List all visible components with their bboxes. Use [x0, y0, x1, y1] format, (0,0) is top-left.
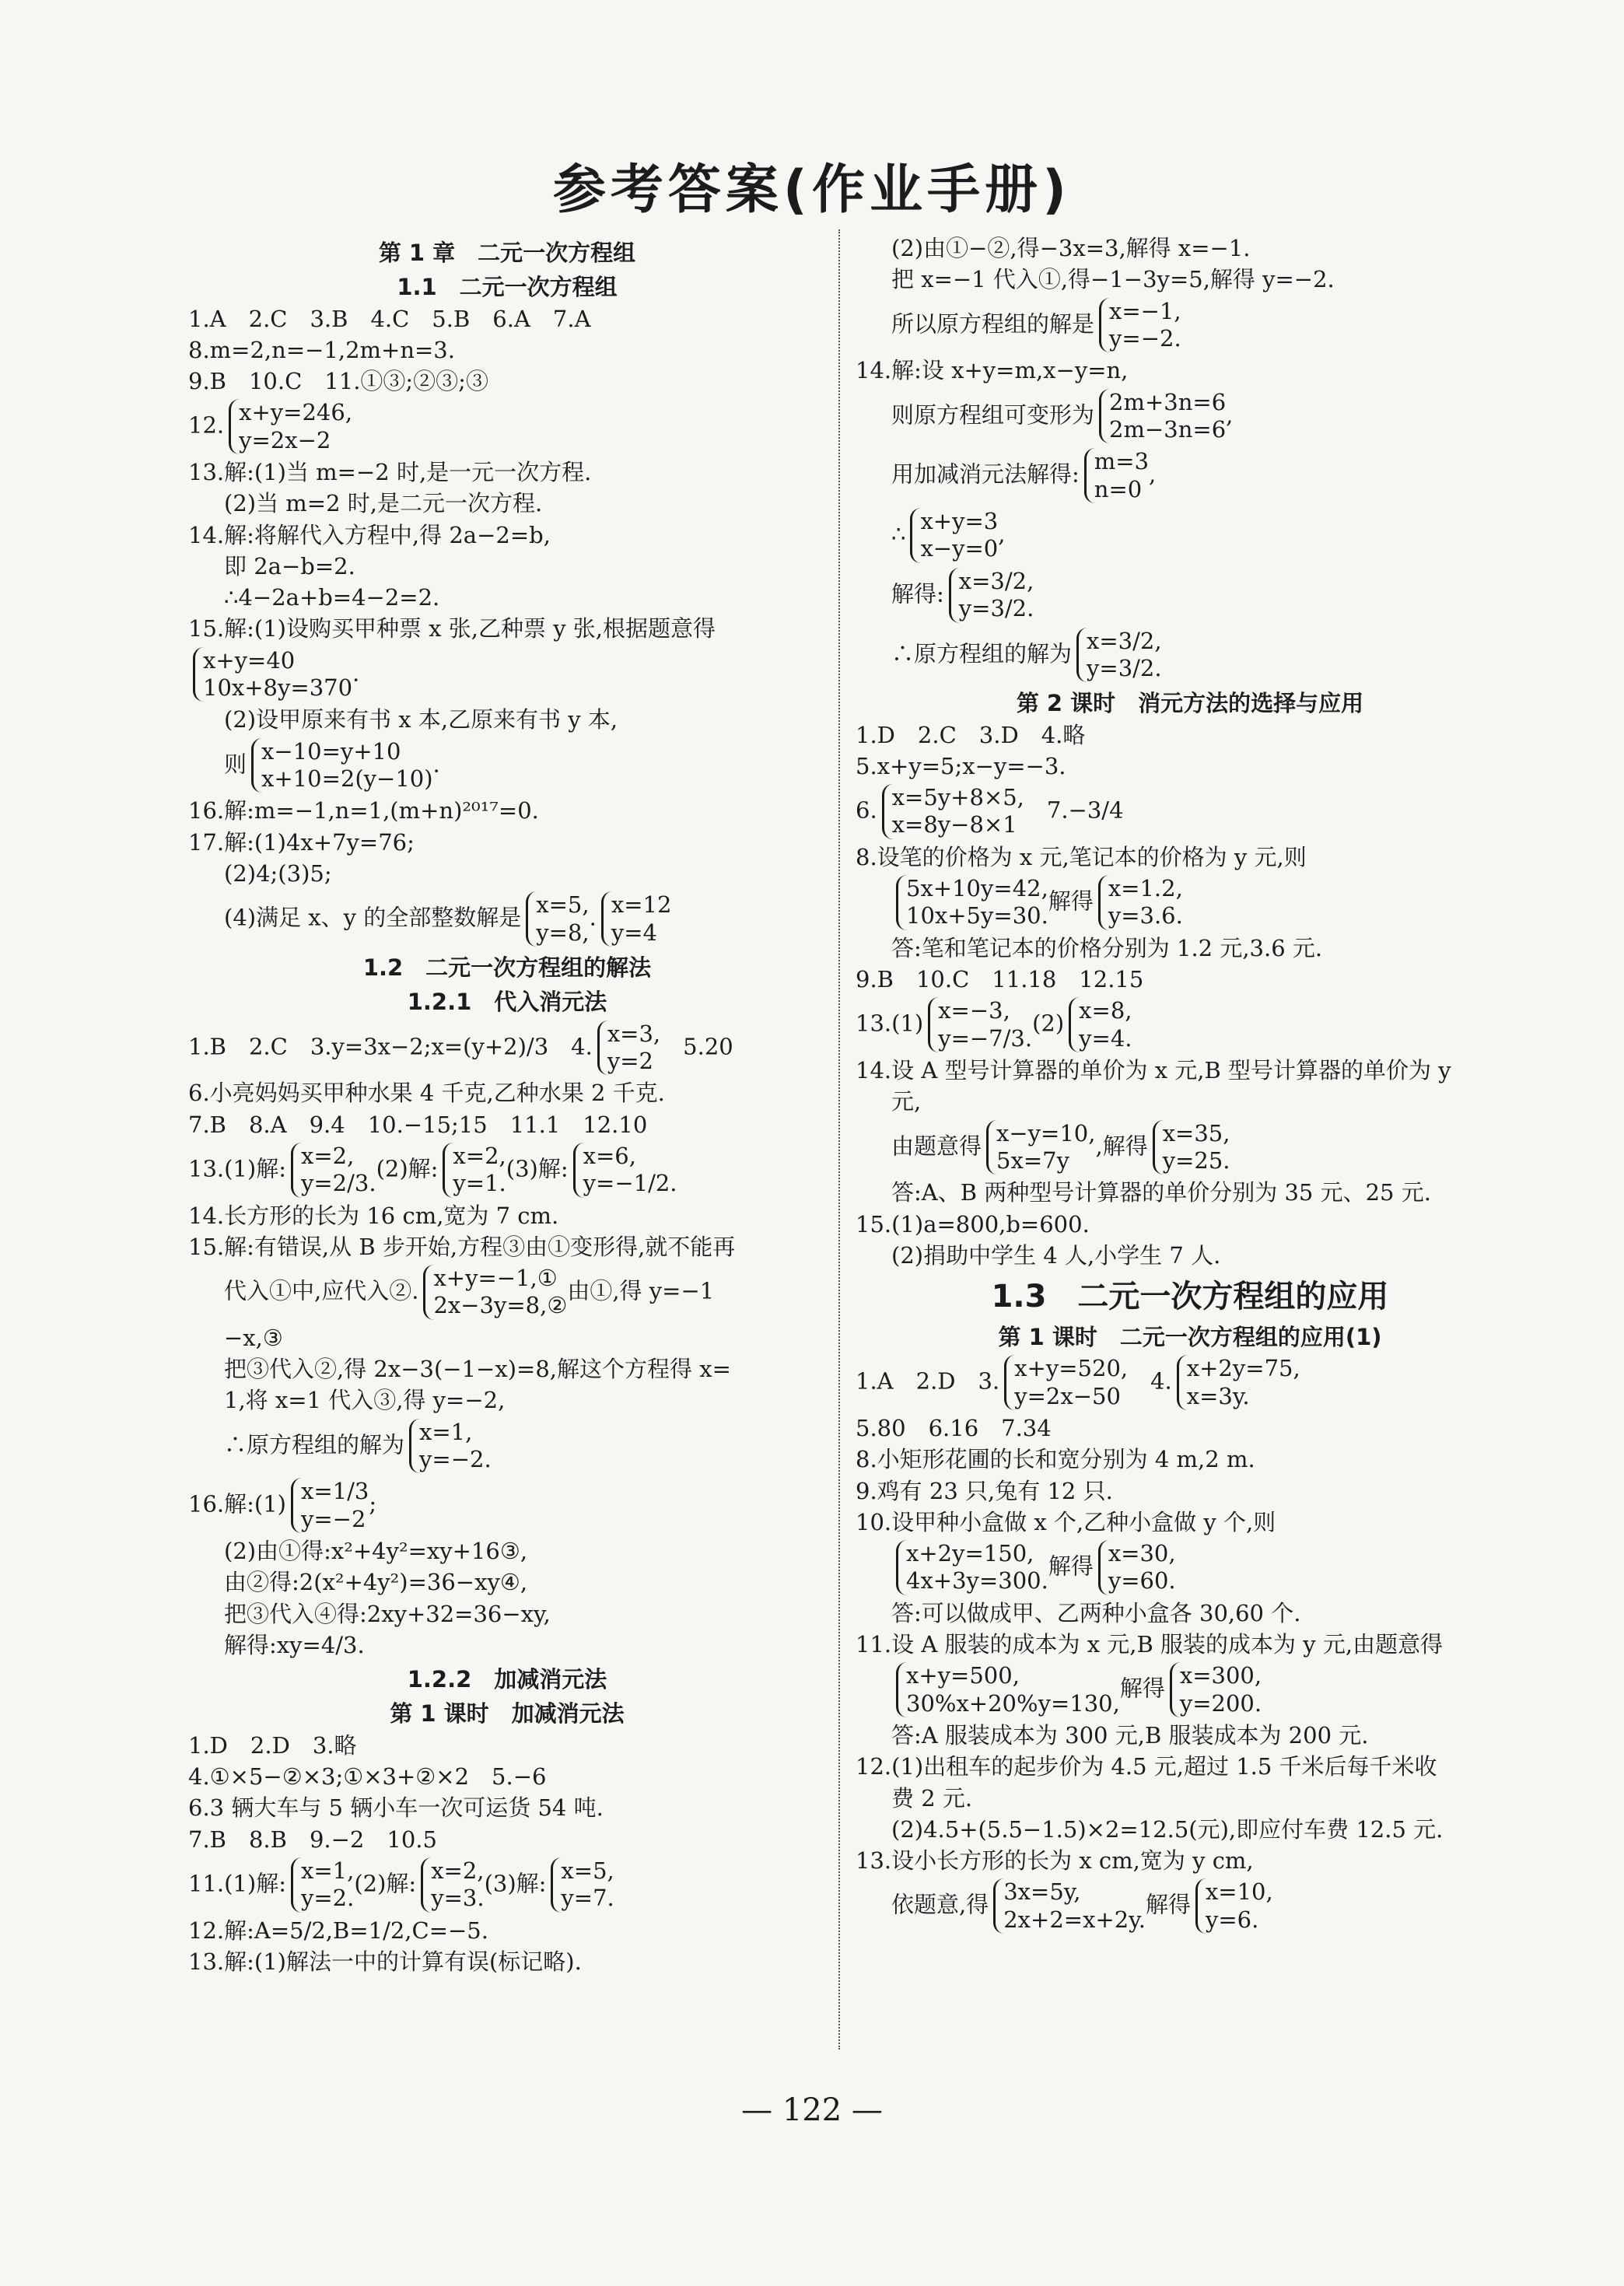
equation-row: x−10=y+10	[261, 737, 401, 765]
answer-text: ∴原方程组的解为	[891, 639, 1073, 667]
answer-text: (2)	[1032, 1010, 1065, 1037]
answer-text: 12.解:A=5/2,B=1/2,C=−5.	[188, 1917, 488, 1944]
equation-system	[597, 1020, 660, 1076]
answer-text: 由题意得	[891, 1132, 982, 1160]
answer-text: 依题意,得	[891, 1891, 989, 1918]
equation-system	[949, 568, 1034, 623]
answer-line	[188, 1793, 826, 1822]
answer-text: (2)捐助中学生 4 人,小学生 7 人.	[891, 1241, 1221, 1269]
answer-line	[856, 1846, 1524, 1875]
answer-line	[856, 996, 1524, 1054]
answer-line	[188, 1630, 826, 1660]
answer-text: 10.设甲种小盒做 x 个,乙种小盒做 y 个,则	[856, 1508, 1276, 1535]
answer-text: (4)满足 x、y 的全部整数解是	[224, 904, 522, 931]
answer-text: 4.	[1128, 1367, 1172, 1395]
answer-line	[856, 1353, 1524, 1412]
answer-line	[188, 828, 826, 857]
answer-line	[856, 964, 1524, 994]
equation-system	[526, 891, 589, 947]
answer-text: 6.	[856, 796, 877, 824]
answer-text: 把③代入②,得 2x−3(−1−x)=8,解这个方程得 x=	[224, 1356, 731, 1383]
answer-text: 8.m=2,n=−1,2m+n=3.	[188, 336, 455, 363]
answer-text: (2)设甲原来有书 x 本,乙原来有书 y 本,	[224, 706, 618, 733]
equation-system	[1195, 1878, 1273, 1934]
equation-system	[882, 784, 1024, 839]
answer-line	[856, 1444, 1524, 1474]
equation-row: x=8y−8×1	[891, 811, 1017, 838]
equation-row: 10x+5y=30.	[906, 902, 1048, 929]
answer-text: 由①,得 y=−1	[567, 1277, 715, 1304]
equation-row: x=1,	[300, 1857, 355, 1884]
answer-line	[856, 1210, 1524, 1239]
answer-text: 13.(1)	[856, 1010, 924, 1037]
answer-line	[188, 1232, 826, 1262]
answer-line	[856, 233, 1524, 263]
equation-system	[1084, 448, 1149, 503]
answer-text: 17.解:(1)4x+7y=76;	[188, 828, 415, 856]
equation-row: y=2/3.	[300, 1170, 376, 1197]
answer-text: ,	[1149, 460, 1157, 488]
equation-system	[1177, 1355, 1300, 1410]
answer-line	[856, 1241, 1524, 1270]
equation-row: x−y=10,	[996, 1119, 1096, 1147]
answer-text: 答:笔和笔记本的价格分别为 1.2 元,3.6 元.	[891, 934, 1323, 961]
section-heading: 1.2 二元一次方程组的解法	[362, 954, 652, 981]
equation-system	[251, 738, 433, 793]
answer-text: −x,③	[224, 1324, 283, 1351]
answer-text: 即 2a−b=2.	[224, 552, 355, 579]
equation-row: x+y=40	[203, 646, 296, 674]
equation-system	[896, 1540, 1048, 1595]
answer-text: 1.D 2.D 3.略	[188, 1731, 357, 1759]
answer-line	[188, 1141, 826, 1199]
equation-system	[1170, 1662, 1262, 1717]
answer-line	[188, 1476, 826, 1535]
answer-text: 9.B 10.C 11.18 12.15	[856, 966, 1144, 993]
answer-line	[188, 488, 826, 518]
equation-system	[601, 891, 672, 947]
equation-row: x+y=3	[920, 508, 999, 535]
answer-line	[856, 1721, 1524, 1750]
answer-line	[188, 705, 826, 734]
equation-row: y=3/2.	[1087, 654, 1162, 681]
equation-row: x+y=246,	[239, 399, 353, 426]
equation-system	[910, 508, 998, 563]
equation-system	[291, 1143, 376, 1198]
section-heading: 第 1 课时 二元一次方程组的应用(1)	[998, 1324, 1382, 1351]
column-divider	[838, 229, 840, 2050]
answer-text: (2)4;(3)5;	[224, 859, 332, 887]
equation-system	[1076, 628, 1162, 683]
equation-system	[291, 1478, 369, 1533]
answer-line	[856, 296, 1524, 355]
answer-line	[856, 1087, 1524, 1116]
equation-system	[928, 997, 1032, 1052]
answer-text: (3)解:	[506, 1155, 569, 1182]
answer-text: 5.80 6.16 7.34	[856, 1415, 1052, 1442]
equation-system	[409, 1419, 492, 1474]
answer-line	[856, 873, 1524, 932]
equation-row: 5x=7y	[996, 1147, 1069, 1175]
equation-row: y=2.	[300, 1885, 355, 1912]
equation-system	[986, 1120, 1095, 1175]
answer-line	[188, 1567, 826, 1597]
answer-line	[856, 506, 1524, 565]
answer-line	[188, 1201, 826, 1231]
answer-line	[856, 1598, 1524, 1628]
answer-line	[856, 1539, 1524, 1597]
answer-text: 11.设 A 服装的成本为 x 元,B 服装的成本为 y 元,由题意得	[856, 1631, 1444, 1658]
equation-row: x=30,	[1108, 1540, 1176, 1567]
answer-text: (2)当 m=2 时,是二元一次方程.	[224, 490, 543, 517]
answer-line	[188, 366, 826, 396]
answer-line	[856, 1784, 1524, 1813]
equation-row: x=2,	[300, 1142, 355, 1169]
answer-text: 11.(1)解:	[188, 1870, 286, 1897]
section-heading: 1.3 二元一次方程组的应用	[991, 1279, 1389, 1315]
answer-text: 5.20	[660, 1032, 733, 1059]
answer-text: ∴原方程组的解为	[224, 1431, 405, 1458]
equation-row: 2m+3n=6	[1109, 388, 1227, 415]
answer-text: (2)解:	[354, 1870, 417, 1897]
equation-row: x=35,	[1162, 1119, 1230, 1147]
answer-line	[188, 457, 826, 487]
equation-row: x=3y.	[1186, 1382, 1250, 1409]
answer-line	[856, 1178, 1524, 1207]
equation-system	[1099, 389, 1226, 444]
answer-text: 13.解:(1)当 m=−2 时,是一元一次方程.	[188, 459, 592, 486]
answer-line	[188, 859, 826, 888]
equation-system	[193, 647, 352, 702]
answer-text: .	[432, 751, 440, 778]
equation-system	[993, 1878, 1146, 1934]
equation-system	[443, 1143, 506, 1198]
answer-text: 1.D 2.C 3.D 4.略	[856, 721, 1086, 748]
equation-row: y=−1/2.	[583, 1170, 677, 1197]
equation-row: y=200.	[1179, 1689, 1262, 1717]
answer-text: (2)4.5+(5.5−1.5)×2=12.5(元),即应付车费 12.5 元.	[891, 1815, 1444, 1843]
equation-system	[896, 1662, 1120, 1717]
answer-line	[188, 796, 826, 825]
answer-text: 4.①×5−②×3;①×3+②×2 5.−6	[188, 1763, 547, 1790]
answer-text: 1.A 2.C 3.B 4.C 5.B 6.A 7.A	[188, 305, 591, 332]
equation-row: y=4	[611, 919, 657, 946]
equation-row: 2x+2=x+2y.	[1003, 1906, 1146, 1933]
equation-row: y=−2.	[1109, 324, 1181, 352]
equation-row: x+y=−1,①	[433, 1265, 558, 1292]
answer-text: 14.解:将解代入方程中,得 2a−2=b,	[188, 521, 551, 548]
equation-row: x=1/3	[300, 1478, 369, 1505]
answer-line	[856, 1630, 1524, 1659]
answer-text: 16.解:m=−1,n=1,(m+n)²⁰¹⁷=0.	[188, 797, 539, 824]
page-title: 参考答案(作业手册)	[552, 159, 1072, 221]
answer-line	[856, 751, 1524, 781]
answer-text: 解得:	[891, 580, 944, 607]
equation-system	[1098, 1540, 1176, 1595]
equation-row: x=3/2,	[1087, 627, 1162, 654]
answer-line	[188, 1731, 826, 1760]
answer-text: 15.(1)a=800,b=600.	[856, 1210, 1090, 1238]
answer-line	[856, 1752, 1524, 1781]
answer-text: 答:可以做成甲、乙两种小盒各 30,60 个.	[891, 1599, 1301, 1626]
answer-line	[188, 1323, 826, 1353]
answer-text: (2)解:	[376, 1155, 439, 1182]
equation-row: y=3/2.	[958, 595, 1034, 622]
answer-text: 9.鸡有 23 只,兔有 12 只.	[856, 1477, 1113, 1504]
answer-line	[188, 1354, 826, 1384]
equation-row: x=1.2,	[1108, 875, 1183, 902]
answer-text: 1,将 x=1 代入③,得 y=−2,	[224, 1387, 506, 1414]
equation-row: y=60.	[1108, 1567, 1176, 1595]
answer-line	[188, 1947, 826, 1976]
equation-row: x+y=520,	[1014, 1355, 1129, 1382]
equation-row: 3x=5y,	[1003, 1878, 1081, 1906]
equation-row: 10x+8y=370	[203, 674, 353, 702]
section-heading: 第 2 课时 消元方法的选择与应用	[1016, 690, 1364, 717]
answer-text: .	[589, 904, 597, 931]
answer-text: 13.(1)解:	[188, 1155, 286, 1182]
equation-row: 4x+3y=300.	[906, 1567, 1048, 1595]
equation-system	[896, 875, 1048, 930]
answer-line	[856, 933, 1524, 963]
answer-text: 用加减消元法解得:	[891, 460, 1080, 488]
answer-text: 7.B 8.B 9.−2 10.5	[188, 1826, 437, 1853]
answer-line	[188, 1019, 826, 1077]
answer-text: 14.长方形的长为 16 cm,宽为 7 cm.	[188, 1202, 559, 1229]
page-number: — 122 —	[741, 2092, 883, 2128]
answer-line	[856, 1507, 1524, 1537]
equation-row: x=5,	[561, 1857, 614, 1884]
equation-system	[1069, 997, 1132, 1052]
section-heading: 1.2.2 加减消元法	[407, 1666, 607, 1693]
answer-text: 6.3 辆大车与 5 辆小车一次可运货 54 吨.	[188, 1794, 604, 1822]
answer-line	[188, 1417, 826, 1476]
answer-line	[188, 737, 826, 795]
answer-line	[856, 626, 1524, 684]
answer-text: 答:A 服装成本为 300 元,B 服装成本为 200 元.	[891, 1722, 1369, 1749]
answer-line	[188, 1825, 826, 1854]
answer-line	[188, 646, 826, 704]
answer-text: 15.解:有错误,从 B 步开始,方程③由①变形得,就不能再	[188, 1233, 736, 1260]
equation-row: 2x−3y=8,②	[433, 1292, 568, 1319]
equation-row: y=−2	[300, 1505, 366, 1532]
answer-line	[188, 304, 826, 334]
answer-text: 1.A 2.D 3.	[856, 1367, 1000, 1395]
equation-row: y=−2.	[419, 1446, 492, 1472]
answer-line	[856, 1815, 1524, 1844]
answer-text: 13.解:(1)解法一中的计算有误(标记略).	[188, 1948, 582, 1975]
equation-system	[573, 1143, 677, 1198]
equation-row: x+2y=75,	[1186, 1355, 1300, 1382]
answer-text: 14.设 A 型号计算器的单价为 x 元,B 型号计算器的单价为 y	[856, 1057, 1451, 1084]
equation-row: y=3.6.	[1108, 902, 1183, 929]
answer-line	[188, 1916, 826, 1945]
answer-text: 代入①中,应代入②.	[224, 1277, 419, 1304]
answer-text: 把 x=−1 代入①,得−1−3y=5,解得 y=−2.	[891, 266, 1335, 293]
equation-system	[1153, 1120, 1230, 1175]
answer-text: 6.小亮妈妈买甲种水果 4 千克,乙种水果 2 千克.	[188, 1080, 665, 1107]
equation-row: y=1.	[453, 1170, 506, 1197]
equation-row: x+10=2(y−10)	[261, 765, 433, 793]
answer-text: (2)由①−②,得−3x=3,解得 x=−1.	[891, 235, 1251, 261]
answer-text: 12.(1)出租车的起步价为 4.5 元,超过 1.5 千米后每千米收	[856, 1753, 1437, 1780]
answer-text: 8.小矩形花圃的长和宽分别为 4 m,2 m.	[856, 1446, 1255, 1473]
equation-row: x=5y+8×5,	[891, 784, 1024, 811]
answer-line	[856, 842, 1524, 872]
answer-text: 费 2 元.	[891, 1784, 973, 1812]
equation-system	[229, 399, 352, 454]
answer-line	[856, 566, 1524, 625]
equation-system	[1099, 298, 1181, 353]
answer-line	[856, 782, 1524, 841]
answer-text: 7.B 8.A 9.4 10.−15;15 11.1 12.10	[188, 1111, 648, 1138]
answer-line	[188, 890, 826, 948]
answer-text: 13.设小长方形的长为 x cm,宽为 y cm,	[856, 1847, 1254, 1875]
answer-text: 15.解:(1)设购买甲种票 x 张,乙种票 y 张,根据题意得	[188, 615, 716, 642]
equation-row: x=1,	[419, 1418, 473, 1445]
equation-system	[1098, 875, 1183, 930]
equation-row: m=3	[1094, 448, 1150, 475]
answer-line	[188, 1078, 826, 1108]
equation-row: x=6,	[583, 1142, 636, 1169]
equation-row: y=−7/3.	[938, 1024, 1033, 1052]
answer-line	[188, 520, 826, 550]
equation-row: x=8,	[1079, 997, 1132, 1024]
section-heading: 第 1 章 二元一次方程组	[378, 240, 636, 266]
equation-row: x+y=500,	[906, 1662, 1020, 1689]
equation-row: x=2,	[431, 1857, 485, 1884]
equation-row: x=−1,	[1109, 297, 1181, 324]
answer-line	[856, 1118, 1524, 1177]
answer-text: 8.设笔的价格为 x 元,笔记本的价格为 y 元,则	[856, 843, 1307, 870]
equation-row: 2m−3n=6	[1109, 415, 1227, 443]
answer-line	[188, 335, 826, 365]
answer-text: 解得	[1048, 887, 1094, 915]
answer-text: 7.−3/4	[1024, 796, 1124, 824]
answer-line	[188, 397, 826, 456]
equation-row: x=10,	[1205, 1878, 1273, 1906]
equation-row: y=4.	[1079, 1024, 1132, 1052]
equation-row: x+2y=150,	[906, 1540, 1034, 1567]
answer-text: 1.B 2.C 3.y=3x−2;x=(y+2)/3 4.	[188, 1032, 593, 1059]
equation-row: x=12	[611, 891, 672, 919]
answer-text: 则	[224, 751, 247, 778]
section-heading: 1.1 二元一次方程组	[397, 274, 618, 301]
answer-text: ;	[369, 1490, 377, 1518]
left-column	[188, 233, 826, 2029]
answer-line	[856, 446, 1524, 505]
answer-line	[188, 1110, 826, 1139]
equation-system	[423, 1265, 567, 1320]
answer-text: 解得	[1048, 1553, 1094, 1580]
answer-line	[856, 264, 1524, 294]
equation-row: y=3.	[431, 1885, 485, 1912]
equation-row: x=300,	[1179, 1662, 1262, 1689]
equation-row: y=2x−2	[239, 426, 331, 453]
section-heading: 第 1 课时 加减消元法	[390, 1700, 625, 1728]
answer-line	[188, 614, 826, 643]
answer-text: 16.解:(1)	[188, 1490, 286, 1518]
answer-line	[188, 1856, 826, 1914]
answer-text: ∴	[891, 520, 906, 548]
equation-row: x=3,	[607, 1020, 661, 1047]
answer-text: 解得	[1119, 1675, 1165, 1702]
answer-text: 由②得:2(x²+4y²)=36−xy④,	[224, 1569, 528, 1596]
equation-row: x=5,	[536, 891, 590, 919]
answer-text: ,解得	[1095, 1132, 1148, 1160]
equation-row: y=2	[607, 1047, 653, 1074]
equation-row: 30%x+20%y=130,	[906, 1689, 1120, 1717]
answer-text: 5.x+y=5;x−y=−3.	[856, 752, 1066, 779]
answer-line	[188, 1599, 826, 1629]
equation-row: n=0	[1094, 475, 1143, 502]
answer-text: 9.B 10.C 11.①③;②③;③	[188, 368, 488, 395]
answer-text: 答:A、B 两种型号计算器的单价分别为 35 元、25 元.	[891, 1179, 1431, 1206]
answer-line	[856, 1055, 1524, 1085]
equation-row: y=8,	[536, 919, 590, 946]
answer-line	[188, 551, 826, 581]
answer-line	[856, 387, 1524, 446]
equation-row: x=2,	[453, 1142, 506, 1169]
answer-line	[856, 1877, 1524, 1935]
answer-line	[188, 1263, 826, 1322]
section-heading: 1.2.1 代入消元法	[407, 989, 607, 1016]
equation-row: y=7.	[561, 1885, 614, 1912]
equation-row: y=2x−50	[1014, 1382, 1121, 1409]
answer-line	[188, 1385, 826, 1415]
answer-line	[188, 583, 826, 612]
answer-text: 元,	[891, 1088, 922, 1115]
answer-text: (3)解:	[484, 1870, 547, 1897]
equation-row: y=25.	[1162, 1147, 1230, 1175]
answer-text: ,	[1226, 401, 1234, 428]
answer-line	[856, 355, 1524, 385]
answer-line	[856, 720, 1524, 750]
equation-system	[1004, 1355, 1128, 1410]
answer-text: 所以原方程组的解是	[891, 310, 1095, 337]
equation-row: x=−3,	[938, 997, 1010, 1024]
answer-text: 14.解:设 x+y=m,x−y=n,	[856, 357, 1129, 384]
answer-text: 解得:xy=4/3.	[224, 1631, 365, 1658]
answer-line	[188, 1536, 826, 1566]
answer-text: ∴4−2a+b=4−2=2.	[224, 584, 440, 611]
answer-line	[856, 1413, 1524, 1443]
answer-line	[856, 1661, 1524, 1719]
equation-row: x−y=0	[920, 535, 999, 562]
answer-text: 解得	[1145, 1891, 1191, 1918]
answer-text: .	[352, 660, 360, 687]
answer-text: 把③代入④得:2xy+32=36−xy,	[224, 1600, 551, 1627]
equation-row: 5x+10y=42,	[906, 875, 1048, 902]
equation-row: x=3/2,	[958, 567, 1034, 594]
equation-row: y=6.	[1205, 1906, 1259, 1933]
equation-system	[421, 1857, 484, 1913]
answer-line	[188, 1762, 826, 1791]
answer-text: ,	[998, 520, 1006, 548]
equation-system	[291, 1857, 354, 1913]
right-column	[856, 233, 1524, 2029]
answer-text: (2)由①得:x²+4y²=xy+16③,	[224, 1538, 528, 1565]
answer-line	[856, 1476, 1524, 1506]
equation-system	[551, 1857, 614, 1913]
answer-text: 12.	[188, 411, 225, 439]
answer-text: 则原方程组可变形为	[891, 401, 1095, 428]
